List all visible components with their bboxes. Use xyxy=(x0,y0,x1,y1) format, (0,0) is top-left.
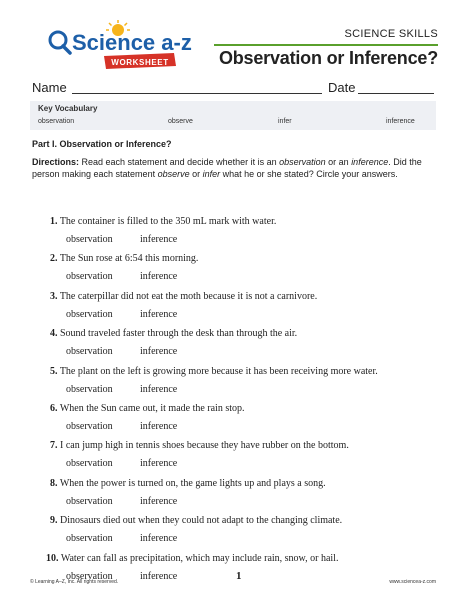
question-statement xyxy=(46,553,338,564)
directions-emphasis: observation xyxy=(279,157,326,167)
option-inference[interactable]: inference xyxy=(140,383,178,395)
vocabulary-heading: Key Vocabulary xyxy=(38,104,98,113)
option-observation[interactable]: observation xyxy=(66,346,113,358)
vocab-word: observation xyxy=(38,118,75,125)
question-statement xyxy=(50,403,245,414)
question-text: Water can fall as precipitation, which may include rain, snow, or hail. xyxy=(60,552,339,564)
directions-emphasis: inference xyxy=(351,157,389,167)
question-statement xyxy=(50,440,349,451)
option-inference[interactable]: inference xyxy=(140,570,178,582)
key-vocabulary-box xyxy=(30,101,436,130)
directions-text: Read each statement and decide whether it is an xyxy=(79,157,280,167)
copyright: © Learning A–Z, Inc. All rights reserved. xyxy=(30,579,119,585)
option-observation[interactable]: observation xyxy=(66,383,113,395)
option-inference[interactable]: inference xyxy=(140,346,178,358)
option-observation[interactable]: observation xyxy=(66,308,113,320)
section-label: SCIENCE SKILLS xyxy=(344,28,438,40)
question-text: When the power is turned on, the game lights up and plays a song. xyxy=(59,477,326,489)
question-statement xyxy=(50,216,276,227)
question-text: The container is filled to the 350 mL mark with water. xyxy=(59,216,277,227)
question-text: The Sun rose at 6:54 this morning. xyxy=(59,253,199,265)
question-number: 5. xyxy=(50,365,58,377)
question-number: 9. xyxy=(50,515,58,527)
date-field[interactable] xyxy=(358,93,434,94)
directions-text: or xyxy=(189,169,203,179)
question-number: 3. xyxy=(50,290,58,302)
vocab-word: infer xyxy=(278,118,292,125)
vocab-word: observe xyxy=(168,118,193,125)
title-divider xyxy=(214,44,438,46)
directions-emphasis: observe xyxy=(157,169,190,179)
directions-text: or an xyxy=(325,157,352,167)
question-text: Sound traveled faster through the desk than through the air. xyxy=(60,328,298,340)
logo-graphic xyxy=(46,20,226,72)
magnifying-glass-icon xyxy=(50,32,70,53)
question-text: I can jump high in tennis shoes because they have rubber on the bottom. xyxy=(60,440,349,452)
name-label: Name xyxy=(32,80,67,95)
name-date-row xyxy=(32,80,434,98)
option-observation[interactable]: observation xyxy=(66,495,113,507)
page-number: 1 xyxy=(236,570,242,582)
date-label: Date xyxy=(328,80,356,95)
question-number: 10. xyxy=(46,552,59,564)
question-item xyxy=(0,216,464,252)
option-inference[interactable]: inference xyxy=(140,421,178,432)
directions-label: Directions: xyxy=(32,157,80,167)
question-item xyxy=(0,253,464,289)
part-title: Part I. Observation or Inference? xyxy=(32,139,172,149)
question-item xyxy=(0,291,464,327)
science-az-logo xyxy=(46,20,226,72)
option-observation[interactable]: observation xyxy=(66,533,113,545)
question-item xyxy=(0,403,464,439)
directions xyxy=(32,156,436,180)
question-number: 8. xyxy=(50,477,58,489)
question-item xyxy=(0,478,464,514)
option-inference[interactable]: inference xyxy=(140,533,178,545)
option-inference[interactable]: inference xyxy=(140,458,178,470)
question-statement xyxy=(50,366,378,377)
option-observation[interactable]: observation xyxy=(66,271,113,283)
question-statement xyxy=(50,515,342,526)
vocab-word: inference xyxy=(386,118,415,125)
name-field[interactable] xyxy=(72,93,322,94)
option-inference[interactable]: inference xyxy=(140,308,178,320)
question-statement xyxy=(50,291,317,302)
question-number: 2. xyxy=(50,253,58,265)
directions-text: what he or she stated? Circle your answers. xyxy=(220,169,398,179)
question-text: When the Sun came out, it made the rain stop. xyxy=(59,403,245,414)
question-text: The caterpillar did not eat the moth because it is not a carnivore. xyxy=(59,290,318,302)
footer-url: www.sciencea-z.com xyxy=(389,579,436,585)
question-statement xyxy=(50,328,297,339)
directions-text: . Did the person making each statement xyxy=(32,157,422,179)
question-item xyxy=(0,440,464,476)
option-observation[interactable]: observation xyxy=(66,458,113,470)
worksheet-badge-label: WORKSHEET xyxy=(111,58,169,67)
directions-emphasis: infer xyxy=(202,169,221,179)
question-text: The plant on the left is growing more because it has been receiving more water. xyxy=(59,365,378,377)
option-inference[interactable]: inference xyxy=(140,495,178,507)
question-statement xyxy=(50,478,326,489)
page-title: Observation or Inference? xyxy=(218,48,438,68)
question-number: 1. xyxy=(50,216,58,227)
logo-wordmark: Science a-z xyxy=(72,30,192,55)
question-item xyxy=(0,366,464,402)
option-observation[interactable]: observation xyxy=(66,421,113,432)
question-number: 7. xyxy=(50,440,58,452)
option-observation[interactable]: observation xyxy=(66,234,113,245)
worksheet-badge xyxy=(104,53,176,69)
question-text: Dinosaurs died out when they could not adapt to the changing climate. xyxy=(60,515,343,527)
question-number: 4. xyxy=(50,328,58,340)
question-item xyxy=(0,328,464,364)
question-item xyxy=(0,515,464,551)
option-inference[interactable]: inference xyxy=(140,234,178,245)
question-statement xyxy=(50,253,198,264)
option-inference[interactable]: inference xyxy=(140,271,178,283)
option-observation[interactable]: observation xyxy=(66,570,113,582)
question-number: 6. xyxy=(50,403,58,414)
